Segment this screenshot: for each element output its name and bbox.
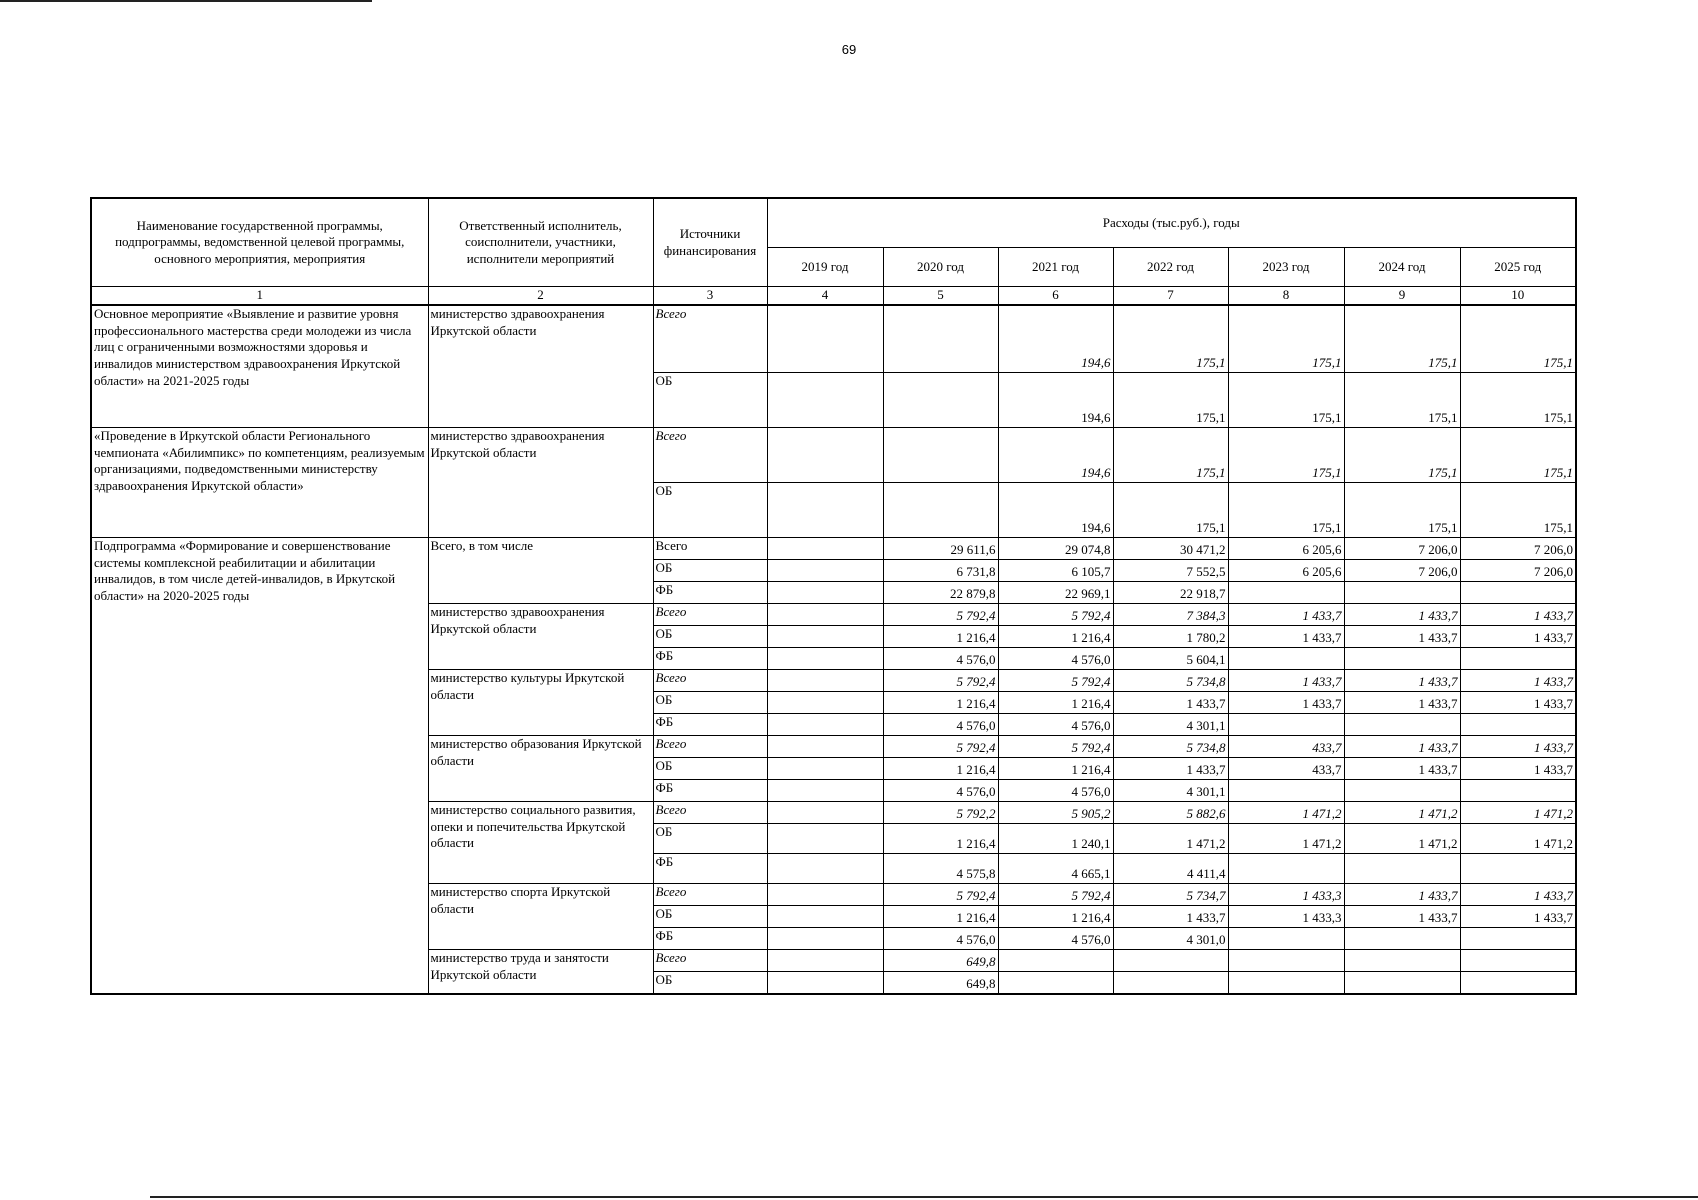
value-cell: 194,6 bbox=[998, 428, 1113, 483]
value-cell: 5 792,4 bbox=[998, 736, 1113, 758]
value-cell bbox=[767, 626, 883, 648]
value-cell: 7 552,5 bbox=[1113, 560, 1228, 582]
value-cell bbox=[1460, 648, 1576, 670]
value-cell: 1 433,3 bbox=[1228, 906, 1344, 928]
value-cell: 1 240,1 bbox=[998, 824, 1113, 854]
value-cell: 175,1 bbox=[1113, 428, 1228, 483]
value-cell bbox=[1460, 950, 1576, 972]
header-name: Наименование государственной программы, подпрограммы, ведомственной целевой программы, основного мероприятия, мероприятия bbox=[91, 198, 428, 287]
value-cell bbox=[1113, 950, 1228, 972]
value-cell: 1 433,7 bbox=[1460, 884, 1576, 906]
value-cell bbox=[1344, 582, 1460, 604]
value-cell: 433,7 bbox=[1228, 758, 1344, 780]
header-expenses: Расходы (тыс.руб.), годы bbox=[767, 198, 1576, 248]
value-cell: 1 433,7 bbox=[1344, 626, 1460, 648]
header-year: 2024 год bbox=[1344, 248, 1460, 287]
header-source: Источники финансирования bbox=[653, 198, 767, 287]
value-cell: 1 216,4 bbox=[883, 692, 998, 714]
value-cell bbox=[883, 305, 998, 373]
value-cell: 4 576,0 bbox=[883, 780, 998, 802]
value-cell bbox=[767, 950, 883, 972]
value-cell: 1 433,7 bbox=[1344, 758, 1460, 780]
column-number: 9 bbox=[1344, 287, 1460, 306]
scan-edge-bottom bbox=[150, 1196, 1698, 1198]
value-cell bbox=[1228, 714, 1344, 736]
value-cell bbox=[1228, 950, 1344, 972]
value-cell bbox=[883, 483, 998, 538]
value-cell: 6 731,8 bbox=[883, 560, 998, 582]
executor-cell: Всего, в том числе bbox=[428, 538, 653, 604]
value-cell: 1 433,7 bbox=[1344, 692, 1460, 714]
value-cell bbox=[767, 428, 883, 483]
value-cell: 4 576,0 bbox=[883, 928, 998, 950]
value-cell bbox=[1228, 928, 1344, 950]
value-cell: 433,7 bbox=[1228, 736, 1344, 758]
value-cell bbox=[767, 648, 883, 670]
value-cell: 1 433,7 bbox=[1460, 758, 1576, 780]
value-cell: 29 074,8 bbox=[998, 538, 1113, 560]
value-cell: 5 792,4 bbox=[883, 670, 998, 692]
value-cell: 175,1 bbox=[1344, 428, 1460, 483]
column-number: 1 bbox=[91, 287, 428, 306]
value-cell: 5 734,8 bbox=[1113, 670, 1228, 692]
value-cell: 1 433,7 bbox=[1228, 692, 1344, 714]
value-cell: 1 471,2 bbox=[1228, 824, 1344, 854]
scan-edge-top bbox=[0, 0, 372, 2]
table-row bbox=[91, 305, 1576, 373]
column-number: 3 bbox=[653, 287, 767, 306]
source-cell: Всего bbox=[653, 950, 767, 972]
header-year: 2022 год bbox=[1113, 248, 1228, 287]
value-cell: 175,1 bbox=[1460, 305, 1576, 373]
executor-cell: министерство социального развития, опеки и попечительства Иркутской области bbox=[428, 802, 653, 884]
source-cell: ФБ bbox=[653, 780, 767, 802]
value-cell bbox=[767, 802, 883, 824]
value-cell: 1 216,4 bbox=[998, 758, 1113, 780]
value-cell: 1 471,2 bbox=[1228, 802, 1344, 824]
value-cell bbox=[767, 604, 883, 626]
source-cell: Всего bbox=[653, 736, 767, 758]
source-cell: Всего bbox=[653, 538, 767, 560]
subprogram-name: Подпрограмма «Формирование и совершенствование системы комплексной реабилитации и абилитации инвалидов, в том числе детей-инвалидов, в Иркутской области» на 2020-2025 годы bbox=[91, 538, 428, 995]
executor-cell: министерство труда и занятости Иркутской области bbox=[428, 950, 653, 995]
value-cell: 194,6 bbox=[998, 483, 1113, 538]
value-cell bbox=[1344, 950, 1460, 972]
value-cell: 4 576,0 bbox=[998, 714, 1113, 736]
expenses-table bbox=[90, 197, 1577, 995]
value-cell: 4 576,0 bbox=[883, 648, 998, 670]
source-cell: Всего bbox=[653, 305, 767, 373]
value-cell bbox=[1460, 972, 1576, 995]
header-year: 2020 год bbox=[883, 248, 998, 287]
value-cell: 1 433,7 bbox=[1228, 670, 1344, 692]
value-cell: 194,6 bbox=[998, 373, 1113, 428]
header-executor: Ответственный исполнитель, соисполнители, участники, исполнители мероприятий bbox=[428, 198, 653, 287]
table-row bbox=[91, 538, 1576, 560]
value-cell: 1 471,2 bbox=[1460, 802, 1576, 824]
value-cell: 1 433,7 bbox=[1344, 906, 1460, 928]
value-cell bbox=[767, 906, 883, 928]
source-cell: ОБ bbox=[653, 560, 767, 582]
value-cell: 1 433,7 bbox=[1460, 670, 1576, 692]
value-cell bbox=[767, 780, 883, 802]
source-cell: Всего bbox=[653, 670, 767, 692]
value-cell: 1 433,7 bbox=[1344, 736, 1460, 758]
value-cell: 1 216,4 bbox=[883, 626, 998, 648]
value-cell: 22 969,1 bbox=[998, 582, 1113, 604]
source-cell: ОБ bbox=[653, 758, 767, 780]
value-cell: 4 576,0 bbox=[998, 780, 1113, 802]
value-cell bbox=[767, 483, 883, 538]
header-year: 2025 год bbox=[1460, 248, 1576, 287]
column-number: 4 bbox=[767, 287, 883, 306]
value-cell: 5 882,6 bbox=[1113, 802, 1228, 824]
source-cell: ФБ bbox=[653, 928, 767, 950]
value-cell: 4 411,4 bbox=[1113, 854, 1228, 884]
value-cell: 5 734,8 bbox=[1113, 736, 1228, 758]
value-cell: 1 433,7 bbox=[1460, 736, 1576, 758]
value-cell: 1 433,7 bbox=[1344, 604, 1460, 626]
value-cell: 175,1 bbox=[1113, 305, 1228, 373]
value-cell: 649,8 bbox=[883, 972, 998, 995]
column-numbers-row bbox=[91, 287, 1576, 306]
value-cell bbox=[1228, 780, 1344, 802]
value-cell: 1 433,7 bbox=[1460, 692, 1576, 714]
value-cell bbox=[1460, 854, 1576, 884]
value-cell: 175,1 bbox=[1228, 373, 1344, 428]
value-cell bbox=[1113, 972, 1228, 995]
column-number: 5 bbox=[883, 287, 998, 306]
value-cell: 1 471,2 bbox=[1344, 824, 1460, 854]
value-cell: 4 576,0 bbox=[998, 928, 1113, 950]
value-cell: 1 433,7 bbox=[1113, 758, 1228, 780]
value-cell: 4 576,0 bbox=[883, 714, 998, 736]
source-cell: ОБ bbox=[653, 692, 767, 714]
value-cell bbox=[998, 950, 1113, 972]
value-cell: 5 792,4 bbox=[883, 604, 998, 626]
value-cell bbox=[767, 373, 883, 428]
value-cell: 6 205,6 bbox=[1228, 538, 1344, 560]
source-cell: Всего bbox=[653, 802, 767, 824]
value-cell: 175,1 bbox=[1113, 483, 1228, 538]
column-number: 6 bbox=[998, 287, 1113, 306]
value-cell bbox=[998, 972, 1113, 995]
value-cell: 175,1 bbox=[1228, 428, 1344, 483]
value-cell: 1 780,2 bbox=[1113, 626, 1228, 648]
value-cell: 175,1 bbox=[1228, 305, 1344, 373]
value-cell: 175,1 bbox=[1344, 483, 1460, 538]
value-cell: 1 433,7 bbox=[1344, 670, 1460, 692]
table-row bbox=[91, 428, 1576, 483]
source-cell: ФБ bbox=[653, 854, 767, 884]
column-number: 7 bbox=[1113, 287, 1228, 306]
source-cell: ФБ bbox=[653, 714, 767, 736]
value-cell: 4 665,1 bbox=[998, 854, 1113, 884]
value-cell: 5 905,2 bbox=[998, 802, 1113, 824]
value-cell: 175,1 bbox=[1344, 305, 1460, 373]
value-cell: 5 792,4 bbox=[883, 736, 998, 758]
source-cell: Всего bbox=[653, 604, 767, 626]
source-cell: Всего bbox=[653, 428, 767, 483]
value-cell bbox=[1344, 648, 1460, 670]
value-cell: 5 734,7 bbox=[1113, 884, 1228, 906]
value-cell: 5 792,4 bbox=[883, 884, 998, 906]
source-cell: ОБ bbox=[653, 373, 767, 428]
value-cell bbox=[1460, 582, 1576, 604]
value-cell bbox=[1228, 972, 1344, 995]
value-cell: 1 471,2 bbox=[1460, 824, 1576, 854]
header-year: 2019 год bbox=[767, 248, 883, 287]
activity-name: Основное мероприятие «Выявление и развитие уровня профессионального мастерства среди молодежи из числа лиц с ограниченными возможностями здоровья и инвалидов министерством здравоохранения Иркутской области» на 2021-2025 годы bbox=[91, 305, 428, 428]
value-cell: 1 433,7 bbox=[1344, 884, 1460, 906]
value-cell bbox=[1344, 928, 1460, 950]
source-cell: ОБ bbox=[653, 972, 767, 995]
value-cell: 175,1 bbox=[1460, 373, 1576, 428]
value-cell bbox=[767, 692, 883, 714]
value-cell: 1 216,4 bbox=[998, 692, 1113, 714]
value-cell: 5 792,4 bbox=[998, 670, 1113, 692]
value-cell bbox=[767, 884, 883, 906]
value-cell: 5 792,2 bbox=[883, 802, 998, 824]
value-cell bbox=[767, 928, 883, 950]
value-cell: 7 206,0 bbox=[1344, 538, 1460, 560]
value-cell: 175,1 bbox=[1460, 428, 1576, 483]
source-cell: ФБ bbox=[653, 648, 767, 670]
value-cell bbox=[767, 582, 883, 604]
value-cell: 7 206,0 bbox=[1460, 560, 1576, 582]
value-cell: 1 433,7 bbox=[1460, 604, 1576, 626]
value-cell: 175,1 bbox=[1228, 483, 1344, 538]
value-cell: 175,1 bbox=[1113, 373, 1228, 428]
source-cell: Всего bbox=[653, 884, 767, 906]
value-cell: 29 611,6 bbox=[883, 538, 998, 560]
value-cell: 4 301,1 bbox=[1113, 780, 1228, 802]
value-cell: 4 575,8 bbox=[883, 854, 998, 884]
source-cell: ОБ bbox=[653, 626, 767, 648]
value-cell: 1 433,7 bbox=[1460, 906, 1576, 928]
header-year: 2021 год bbox=[998, 248, 1113, 287]
value-cell: 175,1 bbox=[1460, 483, 1576, 538]
value-cell bbox=[767, 305, 883, 373]
source-cell: ОБ bbox=[653, 824, 767, 854]
value-cell: 22 879,8 bbox=[883, 582, 998, 604]
column-number: 2 bbox=[428, 287, 653, 306]
value-cell bbox=[883, 373, 998, 428]
value-cell bbox=[1344, 854, 1460, 884]
value-cell: 1 216,4 bbox=[998, 626, 1113, 648]
value-cell: 1 433,7 bbox=[1113, 906, 1228, 928]
executor-cell: министерство здравоохранения Иркутской области bbox=[428, 305, 653, 428]
value-cell bbox=[767, 560, 883, 582]
value-cell bbox=[1344, 780, 1460, 802]
header-year: 2023 год bbox=[1228, 248, 1344, 287]
value-cell: 1 433,7 bbox=[1460, 626, 1576, 648]
value-cell bbox=[1228, 582, 1344, 604]
value-cell bbox=[767, 824, 883, 854]
value-cell: 1 471,2 bbox=[1344, 802, 1460, 824]
value-cell bbox=[767, 538, 883, 560]
value-cell: 1 433,3 bbox=[1228, 884, 1344, 906]
value-cell: 4 301,1 bbox=[1113, 714, 1228, 736]
value-cell bbox=[1460, 928, 1576, 950]
value-cell bbox=[767, 854, 883, 884]
column-number: 10 bbox=[1460, 287, 1576, 306]
value-cell: 6 205,6 bbox=[1228, 560, 1344, 582]
source-cell: ОБ bbox=[653, 906, 767, 928]
value-cell: 6 105,7 bbox=[998, 560, 1113, 582]
executor-cell: министерство здравоохранения Иркутской области bbox=[428, 428, 653, 538]
executor-cell: министерство здравоохранения Иркутской области bbox=[428, 604, 653, 670]
value-cell: 649,8 bbox=[883, 950, 998, 972]
value-cell: 175,1 bbox=[1344, 373, 1460, 428]
value-cell: 1 433,7 bbox=[1228, 604, 1344, 626]
value-cell: 1 216,4 bbox=[883, 824, 998, 854]
value-cell bbox=[767, 972, 883, 995]
source-cell: ОБ bbox=[653, 483, 767, 538]
value-cell: 1 433,7 bbox=[1113, 692, 1228, 714]
value-cell: 1 216,4 bbox=[998, 906, 1113, 928]
value-cell: 7 206,0 bbox=[1344, 560, 1460, 582]
value-cell bbox=[883, 428, 998, 483]
table-body bbox=[91, 305, 1576, 994]
value-cell bbox=[1460, 780, 1576, 802]
value-cell bbox=[767, 714, 883, 736]
value-cell bbox=[767, 736, 883, 758]
value-cell: 5 792,4 bbox=[998, 604, 1113, 626]
value-cell: 22 918,7 bbox=[1113, 582, 1228, 604]
executor-cell: министерство культуры Иркутской области bbox=[428, 670, 653, 736]
value-cell bbox=[767, 758, 883, 780]
value-cell bbox=[767, 670, 883, 692]
value-cell: 4 576,0 bbox=[998, 648, 1113, 670]
value-cell: 1 433,7 bbox=[1228, 626, 1344, 648]
value-cell bbox=[1228, 854, 1344, 884]
source-cell: ФБ bbox=[653, 582, 767, 604]
value-cell bbox=[1344, 972, 1460, 995]
page-number: 69 bbox=[841, 42, 857, 57]
value-cell: 1 471,2 bbox=[1113, 824, 1228, 854]
value-cell: 1 216,4 bbox=[883, 758, 998, 780]
value-cell bbox=[1344, 714, 1460, 736]
value-cell: 1 216,4 bbox=[883, 906, 998, 928]
column-number: 8 bbox=[1228, 287, 1344, 306]
value-cell: 5 604,1 bbox=[1113, 648, 1228, 670]
value-cell: 7 206,0 bbox=[1460, 538, 1576, 560]
executor-cell: министерство спорта Иркутской области bbox=[428, 884, 653, 950]
value-cell: 4 301,0 bbox=[1113, 928, 1228, 950]
value-cell: 5 792,4 bbox=[998, 884, 1113, 906]
activity-name: «Проведение в Иркутской области Регионального чемпионата «Абилимпикс» по компетенциям, реализуемым организациями, подведомственными министерству здравоохранения Иркутской области» bbox=[91, 428, 428, 538]
value-cell bbox=[1460, 714, 1576, 736]
value-cell bbox=[1228, 648, 1344, 670]
executor-cell: министерство образования Иркутской области bbox=[428, 736, 653, 802]
value-cell: 194,6 bbox=[998, 305, 1113, 373]
value-cell: 30 471,2 bbox=[1113, 538, 1228, 560]
value-cell: 7 384,3 bbox=[1113, 604, 1228, 626]
